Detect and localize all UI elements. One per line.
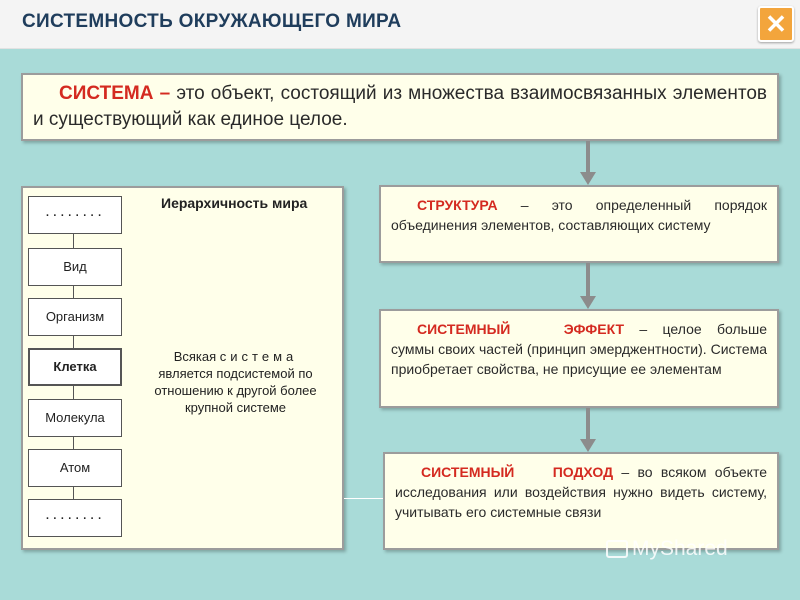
- arrow-head: [580, 439, 596, 452]
- structure-term: СТРУКТУРА: [417, 197, 498, 213]
- approach-box: [383, 452, 779, 550]
- level-species: Вид: [28, 248, 122, 286]
- level-atom: Атом: [28, 449, 122, 487]
- note-spaced-word: система: [219, 349, 298, 364]
- presentation-icon: [606, 540, 628, 558]
- effect-text: [391, 319, 767, 379]
- term-dash: –: [153, 83, 177, 104]
- connector-line: [344, 498, 383, 499]
- structure-definition: – это определенный порядок объединения элементов, составляющих систему: [391, 197, 767, 233]
- note-rest: является подсистемой по отношению к другой более крупной системе: [154, 366, 317, 415]
- arrow-shaft: [586, 263, 590, 297]
- structure-text: [391, 195, 767, 235]
- hierarchy-title: Иерархичность мира: [161, 195, 308, 211]
- approach-definition: – во всяком объекте исследования или воздействия нужно видеть систему, учитывать его системные связи: [395, 464, 767, 520]
- approach-term: СИСТЕМНЫЙ ПОДХОД: [421, 464, 614, 480]
- system-definition-box: [21, 73, 779, 141]
- system-definition-text: [33, 81, 767, 133]
- watermark: [606, 537, 728, 561]
- close-icon: ✕: [765, 9, 787, 39]
- level-organism: Организм: [28, 298, 122, 336]
- structure-box: [379, 185, 779, 263]
- approach-text: [395, 462, 767, 522]
- header-bar: [0, 0, 800, 49]
- level-cell: Клетка: [28, 348, 122, 386]
- note-word: Всякая: [173, 349, 217, 364]
- arrow-head: [580, 172, 596, 185]
- effect-definition: – целое больше суммы своих частей (принцип эмерджентности). Система приобретает свойства, не присущие ее элементам: [391, 321, 767, 377]
- effect-term: СИСТЕМНЫЙ ЭФФЕКТ: [417, 321, 625, 337]
- watermark-text: MyShared: [632, 537, 728, 560]
- arrow-shaft: [586, 408, 590, 440]
- level-molecule: Молекула: [28, 399, 122, 437]
- hierarchy-note: [148, 348, 323, 416]
- system-term: СИСТЕМА: [59, 83, 154, 104]
- level-top-ellipsis: ........: [28, 196, 122, 234]
- level-bottom-ellipsis: ........: [28, 499, 122, 537]
- arrow-shaft: [586, 141, 590, 173]
- system-definition: это объект, состоящий из множества взаимосвязанных элементов и существующий как единое целое.: [33, 83, 767, 130]
- close-button[interactable]: [758, 6, 794, 42]
- page-title: СИСТЕМНОСТЬ ОКРУЖАЮЩЕГО МИРА: [22, 11, 402, 32]
- arrow-head: [580, 296, 596, 309]
- effect-box: [379, 309, 779, 408]
